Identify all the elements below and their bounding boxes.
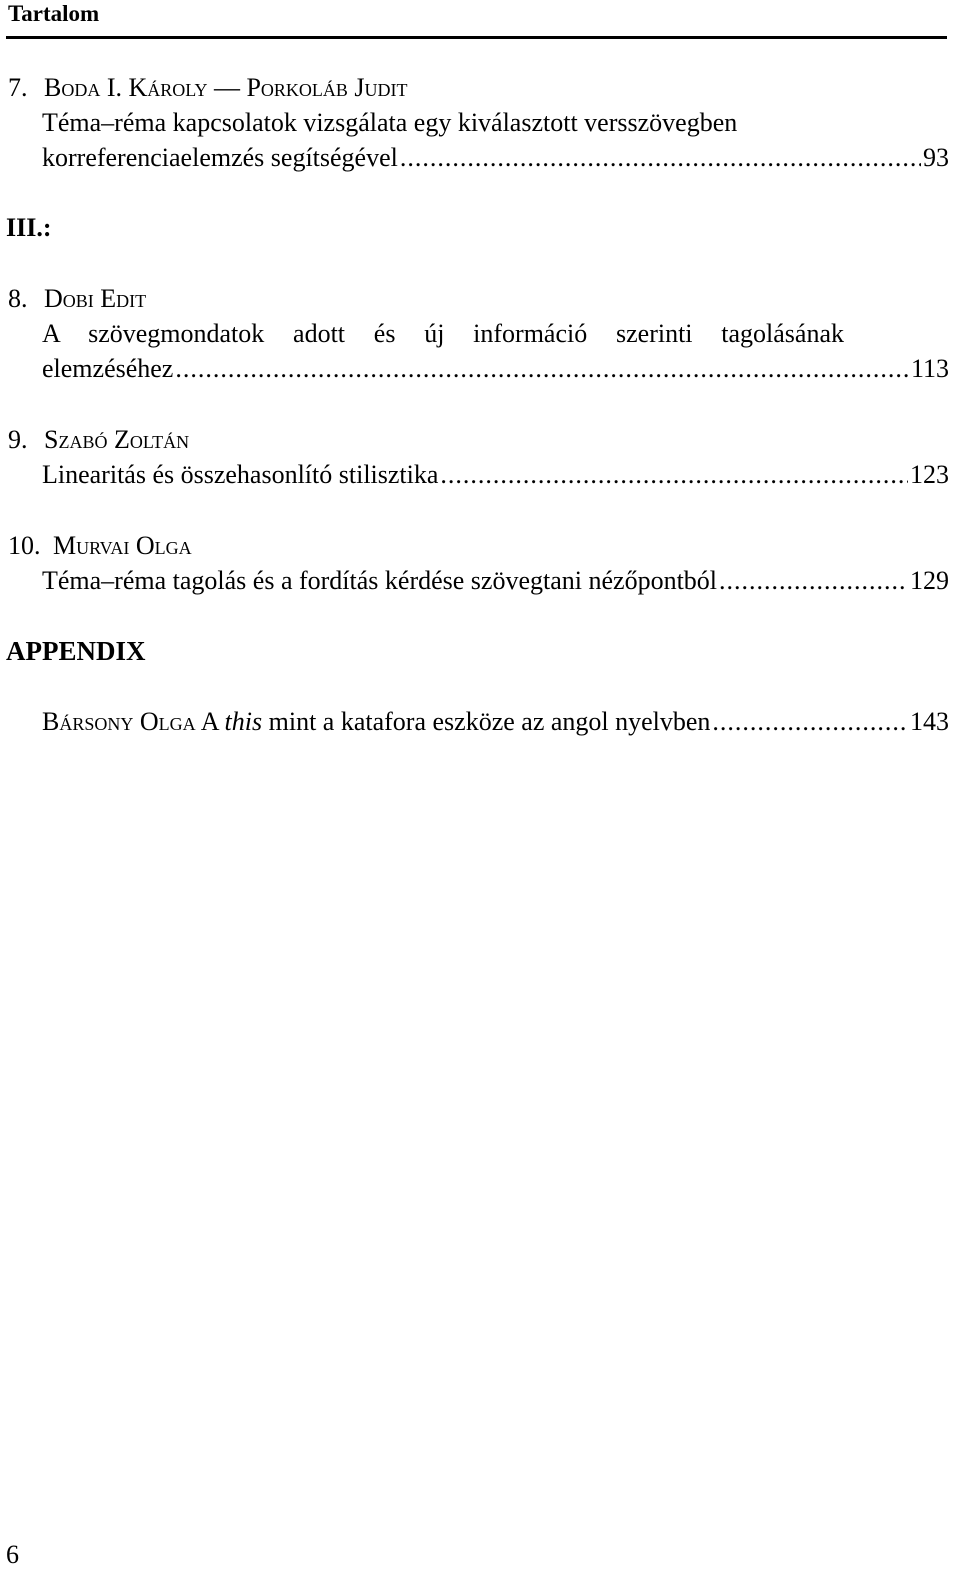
entry-title: Téma–réma tagolás és a fordítás kérdése szövegtani nézőpontból <box>42 566 718 595</box>
toc-entry-7-heading <box>8 73 408 103</box>
entry-authors: Boda I. Károly — Porkoláb Judit <box>44 73 408 102</box>
leader-dots <box>400 143 921 173</box>
entry-page: 143 <box>910 707 949 736</box>
title-pre: A <box>200 707 225 736</box>
entry-page: 129 <box>910 566 949 595</box>
title-post: mint a katafora eszköze az angol nyelvben <box>262 707 711 736</box>
appendix-heading: APPENDIX <box>6 636 146 666</box>
entry-number: 9. <box>8 425 28 454</box>
entry-number: 8. <box>8 284 28 313</box>
entry-title: korreferenciaelemzés segítségével <box>42 143 398 172</box>
page-header <box>6 0 947 39</box>
header-title: Tartalom <box>8 1 100 26</box>
entry-title: Linearitás és összehasonlító stilisztika <box>42 460 439 489</box>
leader-dots <box>712 707 908 737</box>
entry-page: 93 <box>923 143 949 172</box>
toc-entry-10-heading <box>8 531 192 561</box>
toc-entry-8-heading <box>8 284 146 314</box>
toc-entry-8-title-row[interactable] <box>42 354 949 384</box>
entry-title: elemzéséhez <box>42 354 174 383</box>
toc-appendix-row[interactable] <box>42 707 949 737</box>
toc-entry-7-title-row[interactable] <box>42 143 949 173</box>
toc-entry-7-title-line: Téma–réma kapcsolatok vizsgálata egy kiválasztott versszövegben <box>42 108 738 137</box>
entry-number: 10. <box>8 531 41 560</box>
toc-entry-10-title-row[interactable] <box>42 566 949 596</box>
toc-entry-9-heading <box>8 425 189 455</box>
entry-authors: Dobi Edit <box>44 284 147 313</box>
leader-dots <box>440 460 908 490</box>
entry-page: 113 <box>910 354 949 383</box>
section-iii-heading: III.: <box>6 213 52 242</box>
entry-authors: Bársony Olga <box>42 707 196 736</box>
appendix-entry-title <box>42 707 710 737</box>
leader-dots <box>719 566 908 596</box>
entry-page: 123 <box>910 460 949 489</box>
toc-entry-9-title-row[interactable] <box>42 460 949 490</box>
leader-dots <box>175 354 909 384</box>
entry-number: 7. <box>8 73 28 102</box>
entry-authors: Szabó Zoltán <box>44 425 190 454</box>
title-italic: this <box>224 707 263 736</box>
toc-entry-8-title-line: A szövegmondatok adott és új információ szerinti tagolásának <box>42 319 844 348</box>
entry-authors: Murvai Olga <box>53 531 192 560</box>
page-number: 6 <box>6 1540 19 1569</box>
